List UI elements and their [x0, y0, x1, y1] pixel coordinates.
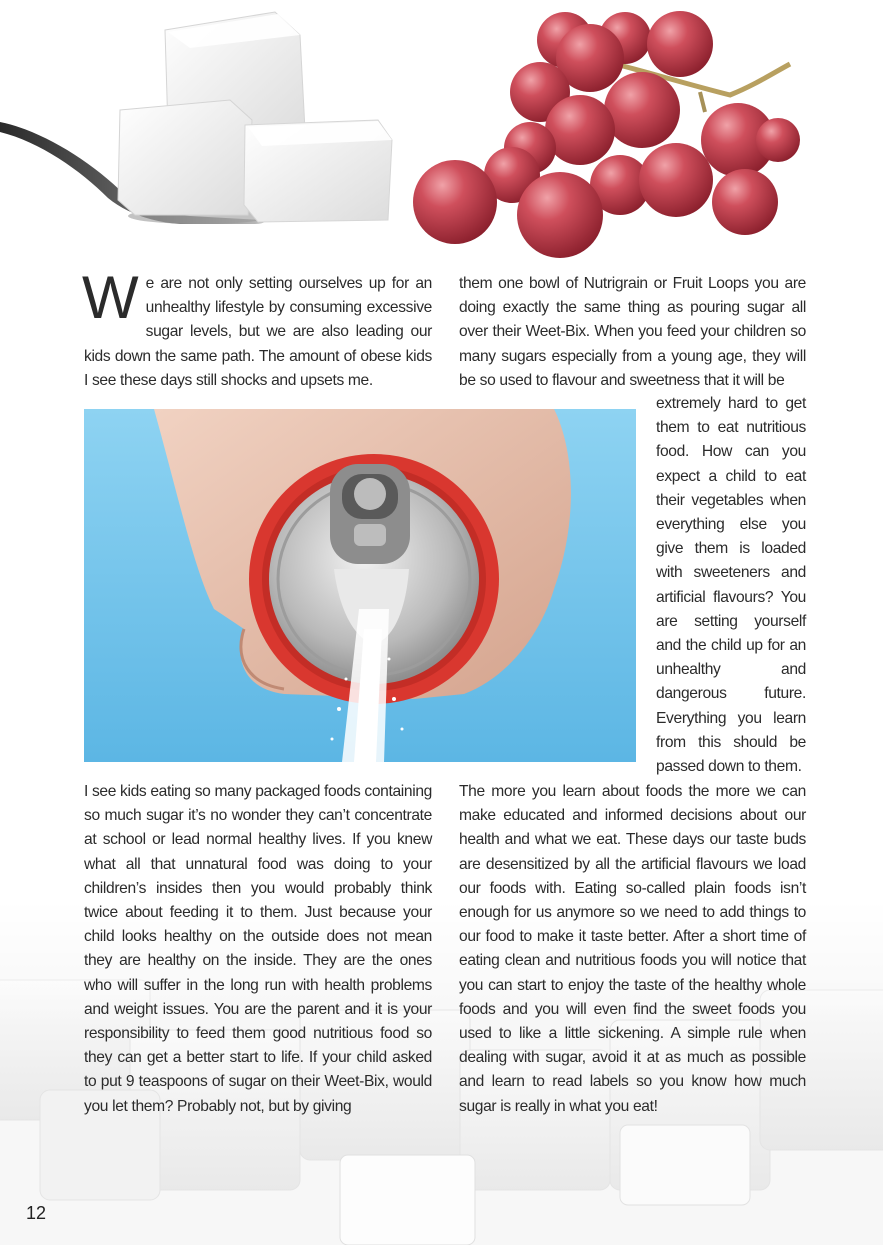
grapes-image: [413, 11, 800, 258]
left-column-bottom-paragraph: I see kids eating so many packaged foods containing so much sugar it’s no wonder they can’t concentrate at school or lead normal healthy lives. If you knew what all that unnatural food was doing to your children’s insides then you would probably think twice about feeding it to them. Just because your child looks healthy on the outside does not mean they are healthy on the inside. They are the ones who will suffer in the long run with health problems and weight issues. You are the parent and it is your responsibility to feed them good nutritious food so they can get a better start to life. If your child asked to put 9 teaspoons of sugar on their Weet-Bix, would you let them? Probably not, but by giving: [84, 783, 432, 1115]
page-number: 12: [26, 1203, 47, 1223]
drop-cap: W: [82, 264, 139, 331]
intro-paragraph: [82, 264, 432, 393]
right-narrow-paragraph: extremely hard to get them to eat nutritious food. How can you expect a child to eat their vegetables when everything else you give them is loaded with sweeteners and artificial flavours? You are setting yourself and the child up for an unhealthy and dangerous future. Everything you learn from this should be passed down to them.: [656, 395, 806, 776]
top-illustration: [0, 0, 883, 262]
intro-text: e are not only setting ourselves up for an unhealthy lifestyle by consuming excessive sugar levels, but we are also leading our kids down the same path. The amount of obese kids I see these days still shocks and upsets me.: [84, 275, 432, 389]
soda-can-sugar-photo: [84, 409, 636, 762]
right-column-top-paragraph: them one bowl of Nutrigrain or Fruit Loops you are doing exactly the same thing as pouring sugar all over their Weet-Bix. When you feed your children so many sugars especially from a young age, they will be so used to flavour and sweetness that it will be: [459, 275, 806, 389]
sugar-spoon-image: [0, 12, 392, 224]
right-column-bottom-paragraph: The more you learn about foods the more we can make educated and informed decisions about our health and what we eat. These days our taste buds are desensitized by all the artificial flavours we load our foods with. Eating so-called plain foods isn’t enough for us anymore so we need to add things to our food to make it taste better. After a short time of eating clean and nutritious foods you will notice that you can start to enjoy the taste of the healthy whole foods and you will even find the sweet foods you used to like a little sickening. A simple rule when dealing with sugar, avoid it at as much as possible and learn to read labels so you know how much sugar is really in what you eat!: [459, 783, 806, 1115]
